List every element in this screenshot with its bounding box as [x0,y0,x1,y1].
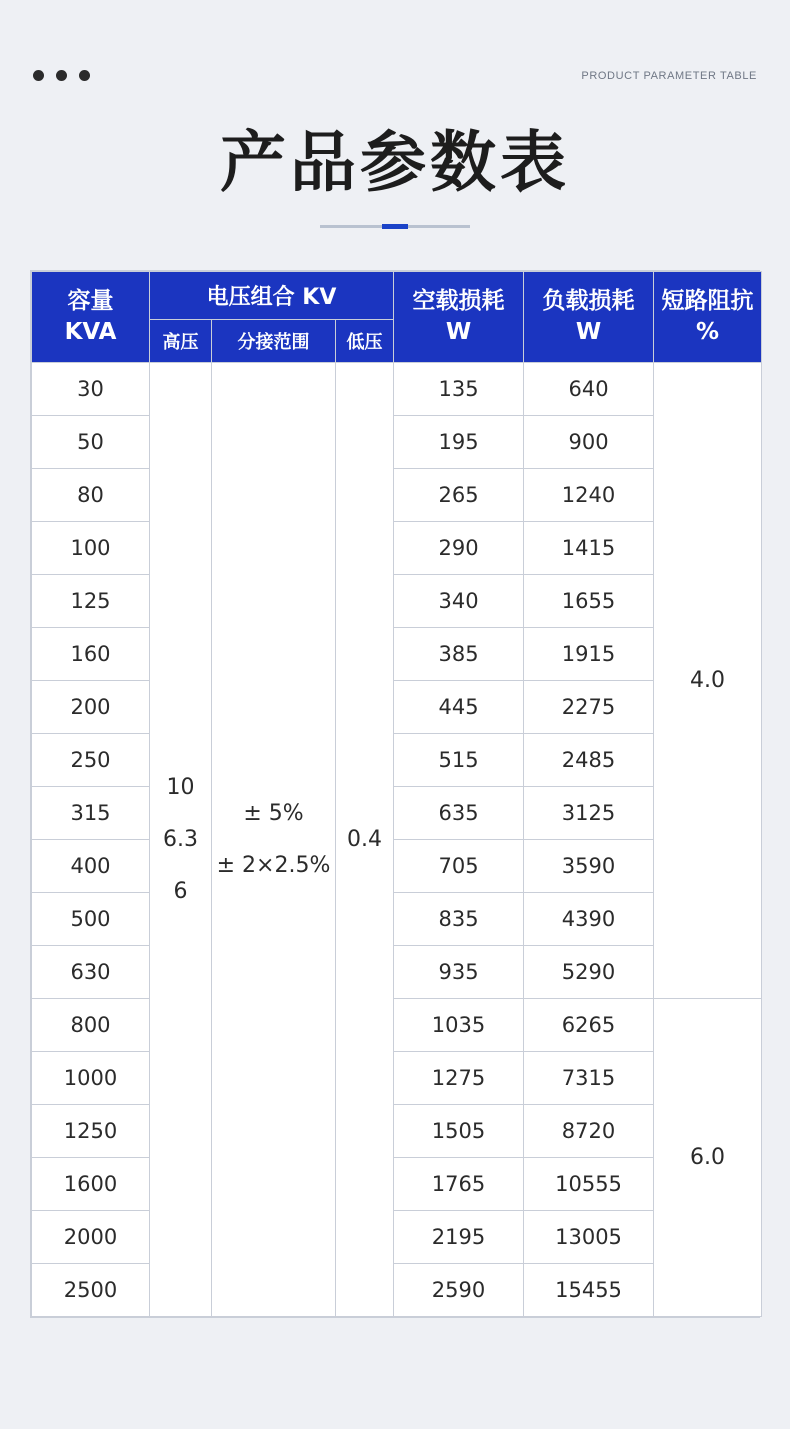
cell-capacity: 2500 [32,1264,150,1317]
header-hv: 高压 [150,320,212,363]
parameter-table [31,271,762,1317]
table-row [32,416,762,469]
cell-capacity: 400 [32,840,150,893]
page-header [0,0,790,110]
table-row [32,522,762,575]
header-row-1 [32,272,762,320]
cell-capacity: 1250 [32,1105,150,1158]
cell-capacity: 50 [32,416,150,469]
cell-hv-voltages [150,363,212,1317]
table-row [32,469,762,522]
cell-capacity: 250 [32,734,150,787]
header-load-loss [524,272,654,363]
header-load-line1: 负载损耗 [542,288,635,315]
cell-load-loss: 2485 [524,734,654,787]
cell-lv-voltage: 0.4 [336,363,394,1317]
cell-capacity: 630 [32,946,150,999]
cell-no-load-loss: 195 [394,416,524,469]
header-no-load-line1: 空载损耗 [412,288,505,315]
tap-value: ± 2×2.5% [216,852,331,878]
table-row [32,681,762,734]
cell-no-load-loss: 445 [394,681,524,734]
cell-load-loss: 1240 [524,469,654,522]
three-dots-icon [33,70,90,81]
cell-capacity: 2000 [32,1211,150,1264]
cell-no-load-loss: 635 [394,787,524,840]
hv-value: 10 [166,775,195,801]
cell-load-loss: 7315 [524,1052,654,1105]
cell-no-load-loss: 2590 [394,1264,524,1317]
cell-no-load-loss: 385 [394,628,524,681]
cell-capacity: 100 [32,522,150,575]
cell-tap-range [212,363,336,1317]
cell-capacity: 1600 [32,1158,150,1211]
table-row [32,1105,762,1158]
tap-value: ± 5% [243,801,304,826]
cell-no-load-loss: 935 [394,946,524,999]
cell-load-loss: 3125 [524,787,654,840]
header-impedance-line1: 短路阻抗 [661,288,754,315]
cell-capacity: 125 [32,575,150,628]
table-row [32,734,762,787]
header-load-line2: W [575,319,602,346]
header-no-load-line2: W [445,319,472,346]
cell-capacity: 200 [32,681,150,734]
header-lv: 低压 [336,320,394,363]
cell-no-load-loss: 265 [394,469,524,522]
cell-load-loss: 1655 [524,575,654,628]
table-row [32,946,762,999]
cell-no-load-loss: 135 [394,363,524,416]
cell-no-load-loss: 290 [394,522,524,575]
table-row [32,840,762,893]
header-tap-range: 分接范围 [212,320,336,363]
table-head [32,272,762,363]
header-impedance-line2: % [695,319,720,346]
cell-no-load-loss: 340 [394,575,524,628]
table-row [32,575,762,628]
header-voltage-group: 电压组合 KV [150,272,394,320]
cell-no-load-loss: 1275 [394,1052,524,1105]
table-row [32,999,762,1052]
cell-no-load-loss: 1765 [394,1158,524,1211]
cell-load-loss: 6265 [524,999,654,1052]
table-row [32,787,762,840]
cell-load-loss: 13005 [524,1211,654,1264]
table-row [32,1211,762,1264]
header-capacity [32,272,150,363]
cell-load-loss: 1915 [524,628,654,681]
header-impedance [654,272,762,363]
page-title: 产品参数表 [220,124,570,201]
title-block [0,124,790,228]
cell-no-load-loss: 835 [394,893,524,946]
header-capacity-line2: KVA [64,319,117,346]
table-body [32,363,762,1317]
title-divider [320,225,470,228]
cell-load-loss: 3590 [524,840,654,893]
cell-capacity: 800 [32,999,150,1052]
header-eyebrow: PRODUCT PARAMETER TABLE [581,70,757,82]
cell-load-loss: 2275 [524,681,654,734]
hv-value: 6 [173,878,188,904]
cell-no-load-loss: 1035 [394,999,524,1052]
cell-impedance-group-1: 4.0 [654,363,762,999]
parameter-table-container [30,270,760,1318]
header-no-load-loss [394,272,524,363]
cell-capacity: 80 [32,469,150,522]
cell-capacity: 30 [32,363,150,416]
table-row [32,363,762,416]
cell-load-loss: 15455 [524,1264,654,1317]
cell-capacity: 500 [32,893,150,946]
cell-load-loss: 5290 [524,946,654,999]
cell-capacity: 1000 [32,1052,150,1105]
table-row [32,628,762,681]
cell-impedance-group-2: 6.0 [654,999,762,1317]
cell-load-loss: 8720 [524,1105,654,1158]
table-row [32,893,762,946]
cell-no-load-loss: 705 [394,840,524,893]
cell-load-loss: 1415 [524,522,654,575]
table-row [32,1052,762,1105]
cell-load-loss: 4390 [524,893,654,946]
cell-capacity: 160 [32,628,150,681]
cell-load-loss: 900 [524,416,654,469]
cell-capacity: 315 [32,787,150,840]
table-row [32,1158,762,1211]
cell-no-load-loss: 2195 [394,1211,524,1264]
cell-load-loss: 10555 [524,1158,654,1211]
cell-no-load-loss: 1505 [394,1105,524,1158]
header-capacity-line1: 容量 [67,288,114,315]
cell-no-load-loss: 515 [394,734,524,787]
table-row [32,1264,762,1317]
hv-value: 6.3 [163,826,198,852]
cell-load-loss: 640 [524,363,654,416]
